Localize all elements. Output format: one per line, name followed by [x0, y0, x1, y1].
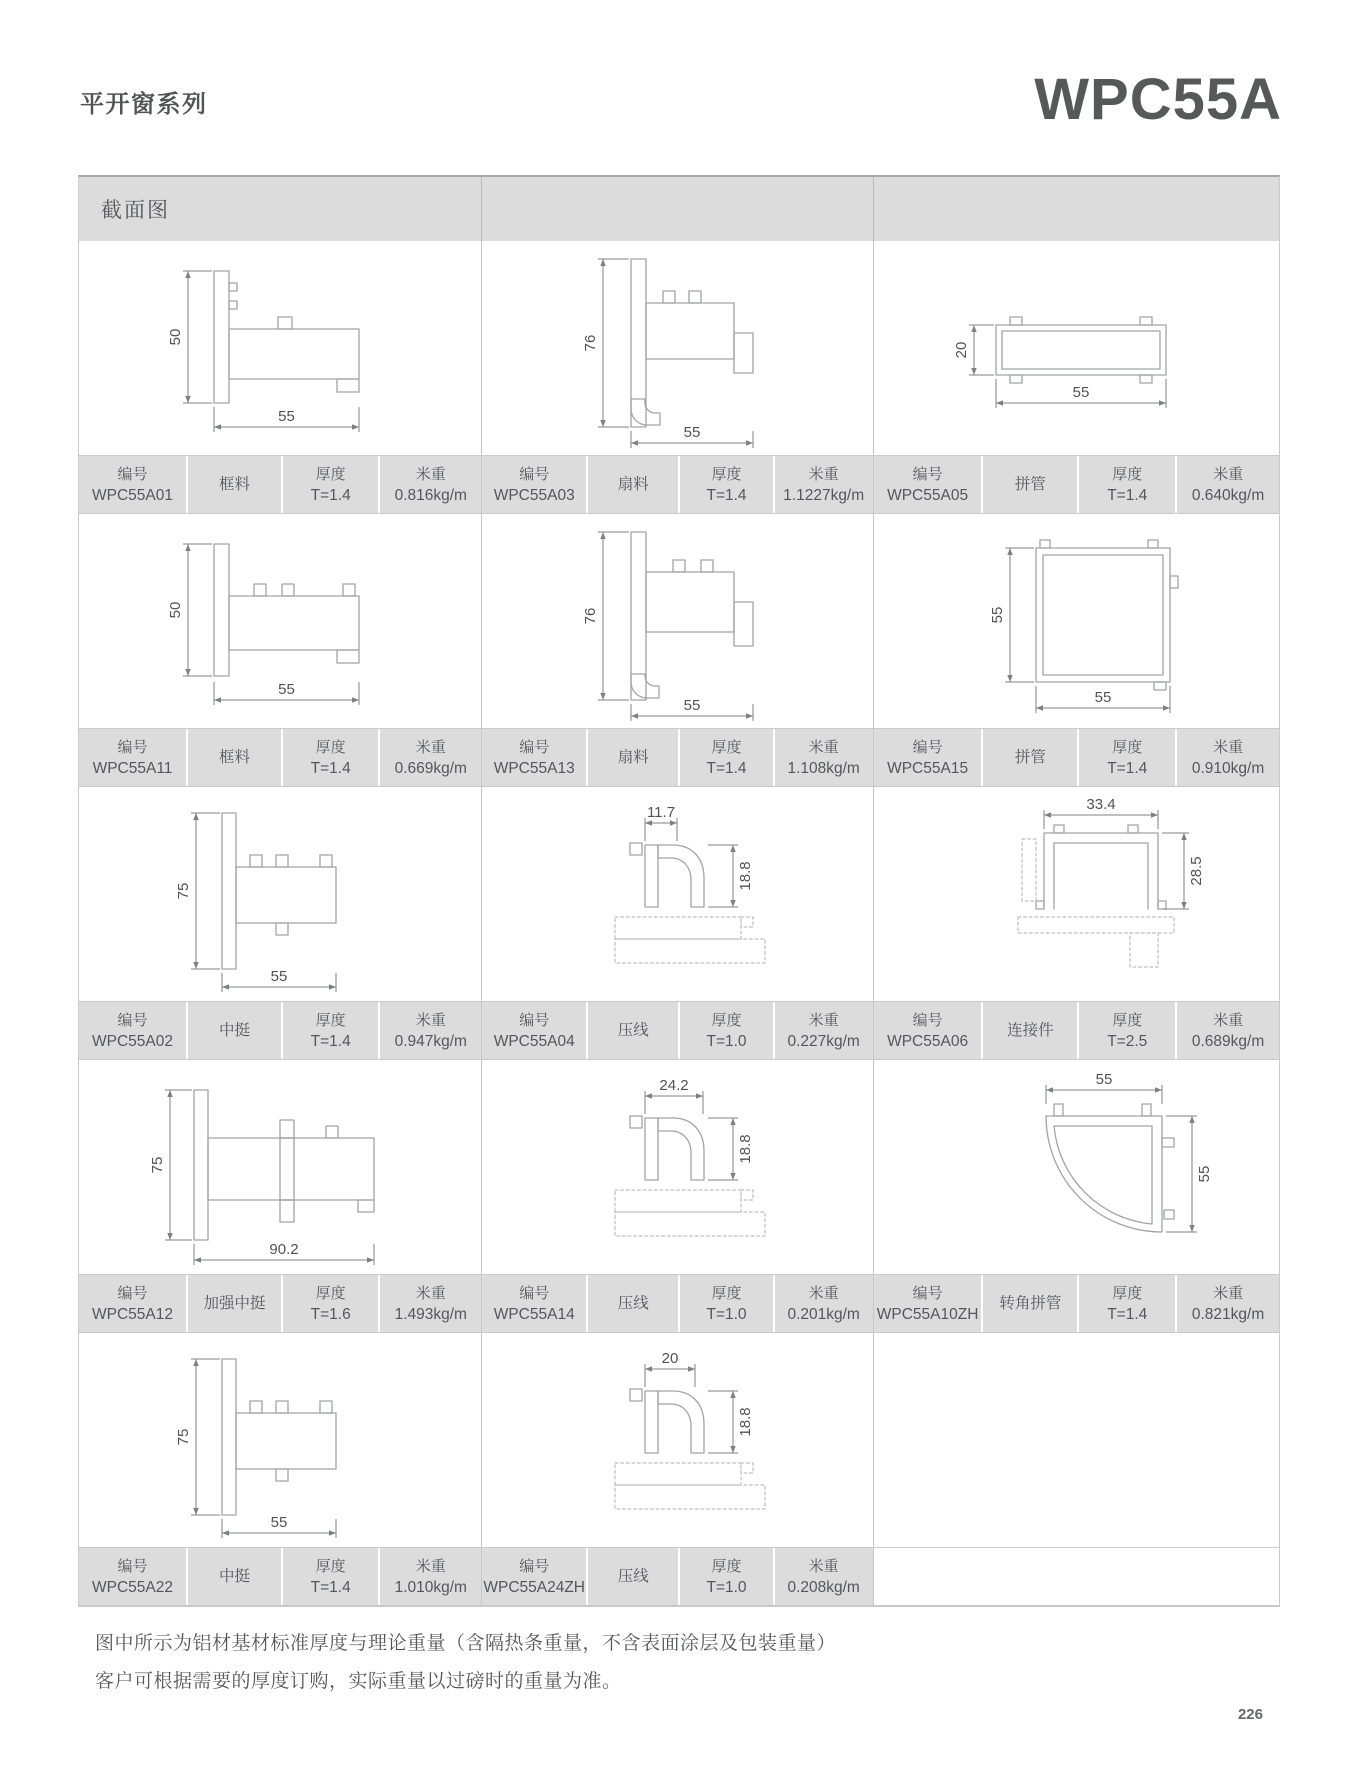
- profile-drawing-WPC55A24ZH: [482, 1333, 873, 1547]
- type-cell: [588, 729, 678, 786]
- code-label: 编号: [519, 1557, 550, 1575]
- profile-drawing-WPC55A10ZH: [874, 1060, 1279, 1274]
- section-header-cell: [79, 177, 482, 241]
- profile-spec-band: [79, 456, 481, 513]
- svg-text:55: 55: [270, 1514, 288, 1531]
- profile-spec-band: [79, 1548, 481, 1605]
- type-cell: [188, 1275, 281, 1332]
- profile-drawing-WPC55A01: [79, 241, 482, 455]
- svg-text:50: 50: [167, 328, 185, 346]
- profile-drawing-WPC55A11: [79, 514, 482, 728]
- info-row: [79, 1001, 1279, 1060]
- profile-drawing-WPC55A04: [482, 787, 873, 1001]
- type-value: 连接件: [1007, 1022, 1054, 1039]
- thickness-label: 厚度: [711, 1284, 742, 1302]
- weight-value: 0.669kg/m: [394, 759, 467, 777]
- type-value: 中挺: [219, 1022, 251, 1039]
- code-value: WPC55A03: [493, 486, 575, 504]
- type-cell: [983, 456, 1077, 513]
- thickness-value: T=1.0: [706, 1578, 747, 1596]
- code-cell: [874, 1002, 982, 1059]
- profile-spec-band: [482, 1002, 872, 1059]
- weight-label: 米重: [1213, 1284, 1244, 1302]
- type-value: 压线: [617, 1568, 649, 1585]
- weight-cell: [775, 729, 873, 786]
- profile-info-WPC55A03: [482, 456, 873, 513]
- cross-section-icon: [926, 241, 1226, 455]
- code-value: WPC55A06: [887, 1032, 969, 1050]
- thickness-value: T=1.4: [1107, 1305, 1148, 1323]
- profile-drawing-WPC55A14: [482, 1060, 873, 1274]
- profile-spec-band: [874, 1275, 1279, 1332]
- svg-text:11.7: 11.7: [647, 804, 676, 821]
- info-row: [79, 728, 1279, 787]
- cross-section-icon: [926, 514, 1226, 728]
- code-cell: [874, 1275, 982, 1332]
- code-label: 编号: [519, 465, 550, 483]
- svg-text:75: 75: [175, 882, 193, 900]
- profile-drawing-WPC55A06: [874, 787, 1279, 1001]
- weight-cell: [380, 1002, 481, 1059]
- profile-info-WPC55A01: [79, 456, 482, 513]
- drawing-row: [79, 1333, 1279, 1547]
- code-cell: [482, 729, 586, 786]
- type-value: 拼管: [1014, 476, 1046, 493]
- svg-text:18.8: 18.8: [737, 861, 755, 891]
- weight-label: 米重: [415, 738, 446, 756]
- thickness-cell: [1079, 1002, 1175, 1059]
- svg-text:18.8: 18.8: [737, 1134, 755, 1164]
- weight-value: 0.640kg/m: [1191, 486, 1265, 504]
- cross-section-icon: [926, 787, 1226, 1001]
- weight-cell: [380, 729, 481, 786]
- code-label: 编号: [117, 1557, 148, 1575]
- code-label: 编号: [117, 738, 148, 756]
- code-value: WPC55A12: [92, 1305, 173, 1323]
- type-value: 框料: [219, 749, 251, 766]
- type-cell: [983, 1275, 1077, 1332]
- type-cell: [188, 1002, 281, 1059]
- weight-value: 0.947kg/m: [394, 1032, 467, 1050]
- svg-text:75: 75: [149, 1156, 167, 1174]
- thickness-cell: [680, 729, 772, 786]
- section-header-row: [79, 177, 1279, 241]
- thickness-cell: [283, 1275, 378, 1332]
- code-label: 编号: [912, 465, 943, 483]
- thickness-value: T=1.0: [706, 1305, 747, 1323]
- type-cell: [983, 729, 1077, 786]
- svg-text:55: 55: [989, 606, 1007, 624]
- svg-text:33.4: 33.4: [1086, 796, 1116, 813]
- code-value: WPC55A02: [92, 1032, 173, 1050]
- code-cell: [79, 1275, 186, 1332]
- cross-section-icon: [130, 1060, 430, 1274]
- thickness-label: 厚度: [315, 1284, 346, 1302]
- svg-text:75: 75: [175, 1428, 193, 1446]
- profile-info-WPC55A22: [79, 1548, 482, 1605]
- thickness-label: 厚度: [711, 1011, 742, 1029]
- type-cell: [983, 1002, 1077, 1059]
- page-number: 226: [1237, 1706, 1263, 1723]
- profile-info-WPC55A15: [874, 729, 1279, 786]
- footnote-line-2: 客户可根据需要的厚度订购，实际重量以过磅时的重量为准。: [95, 1671, 622, 1692]
- type-cell: [588, 1002, 678, 1059]
- thickness-label: 厚度: [1112, 1011, 1143, 1029]
- footnote-line-1: 图中所示为铝材基材标准厚度与理论重量（含隔热条重量，不含表面涂层及包装重量）: [95, 1633, 837, 1654]
- thickness-value: T=1.4: [310, 759, 351, 777]
- profile-drawing-WPC55A15: [874, 514, 1279, 728]
- profile-drawing-WPC55A22: [79, 1333, 482, 1547]
- profile-spec-band: [482, 729, 872, 786]
- weight-value: 0.821kg/m: [1191, 1305, 1265, 1323]
- cross-section-icon: [527, 514, 827, 728]
- thickness-label: 厚度: [315, 465, 346, 483]
- profile-info-WPC55A24ZH: [482, 1548, 873, 1605]
- thickness-label: 厚度: [711, 465, 742, 483]
- model-title: WPC55A: [1034, 67, 1282, 132]
- profile-info-WPC55A04: [482, 1002, 873, 1059]
- weight-cell: [1177, 456, 1279, 513]
- code-cell: [874, 456, 982, 513]
- cross-section-icon: [926, 1060, 1226, 1274]
- type-cell: [588, 1548, 678, 1605]
- cross-section-icon: [130, 787, 430, 1001]
- section-header-cell: [482, 177, 873, 241]
- type-value: 中挺: [219, 1568, 251, 1585]
- code-value: WPC55A05: [887, 486, 969, 504]
- weight-value: 0.227kg/m: [787, 1032, 860, 1050]
- weight-label: 米重: [415, 1557, 446, 1575]
- cross-section-icon: [527, 241, 827, 455]
- profile-spec-band: [482, 1275, 872, 1332]
- type-cell: [588, 456, 678, 513]
- weight-value: 0.689kg/m: [1191, 1032, 1265, 1050]
- thickness-cell: [283, 1002, 378, 1059]
- code-cell: [874, 729, 982, 786]
- weight-cell: [775, 1275, 873, 1332]
- code-value: WPC55A10ZH: [876, 1305, 979, 1323]
- svg-text:55: 55: [278, 681, 295, 698]
- code-cell: [79, 1002, 186, 1059]
- profile-info-WPC55A12: [79, 1275, 482, 1332]
- code-label: 编号: [912, 1284, 943, 1302]
- thickness-cell: [680, 1275, 772, 1332]
- section-header-cell: [874, 177, 1279, 241]
- type-value: 拼管: [1014, 749, 1046, 766]
- code-cell: [482, 1548, 586, 1605]
- weight-value: 1.108kg/m: [787, 759, 860, 777]
- thickness-label: 厚度: [711, 1557, 742, 1575]
- profile-drawing-WPC55A05: [874, 241, 1279, 455]
- profile-spec-band: [482, 456, 872, 513]
- profile-info-WPC55A06: [874, 1002, 1279, 1059]
- weight-cell: [1177, 1275, 1279, 1332]
- thickness-cell: [680, 1002, 772, 1059]
- code-label: 编号: [519, 1011, 550, 1029]
- code-cell: [482, 1002, 586, 1059]
- code-label: 编号: [519, 738, 550, 756]
- empty-info-cell: [874, 1548, 1279, 1605]
- info-row: [79, 1274, 1279, 1333]
- thickness-label: 厚度: [315, 738, 346, 756]
- svg-text:55: 55: [1072, 384, 1090, 401]
- profile-info-WPC55A10ZH: [874, 1275, 1279, 1332]
- thickness-label: 厚度: [315, 1011, 346, 1029]
- info-row: [79, 1547, 1279, 1606]
- code-label: 编号: [117, 1011, 148, 1029]
- svg-text:55: 55: [1095, 1071, 1113, 1088]
- drawing-row: [79, 1060, 1279, 1274]
- profile-spec-band: [874, 729, 1279, 786]
- weight-value: 1.493kg/m: [394, 1305, 467, 1323]
- profile-drawing-WPC55A12: [79, 1060, 482, 1274]
- thickness-cell: [1079, 1275, 1175, 1332]
- profile-spec-band: [482, 1548, 872, 1605]
- weight-value: 0.816kg/m: [394, 486, 467, 504]
- weight-label: 米重: [808, 1011, 839, 1029]
- type-value: 压线: [617, 1295, 649, 1312]
- svg-text:55: 55: [1196, 1165, 1214, 1183]
- type-value: 扇料: [617, 749, 649, 766]
- code-value: WPC55A04: [493, 1032, 575, 1050]
- type-value: 压线: [617, 1022, 649, 1039]
- thickness-cell: [283, 1548, 378, 1605]
- weight-cell: [1177, 1002, 1279, 1059]
- type-cell: [188, 1548, 281, 1605]
- thickness-value: T=1.4: [310, 1578, 351, 1596]
- thickness-label: 厚度: [1112, 1284, 1143, 1302]
- type-cell: [188, 456, 281, 513]
- svg-text:28.5: 28.5: [1188, 856, 1206, 886]
- profile-info-WPC55A14: [482, 1275, 873, 1332]
- thickness-cell: [283, 456, 378, 513]
- type-cell: [188, 729, 281, 786]
- profile-spec-band: [874, 456, 1279, 513]
- code-value: WPC55A15: [887, 759, 969, 777]
- weight-label: 米重: [808, 1284, 839, 1302]
- profile-drawing-WPC55A03: [482, 241, 873, 455]
- info-row: [79, 455, 1279, 514]
- thickness-value: T=2.5: [1107, 1032, 1148, 1050]
- code-cell: [482, 1275, 586, 1332]
- thickness-cell: [680, 456, 772, 513]
- code-cell: [79, 729, 186, 786]
- weight-label: 米重: [415, 1011, 446, 1029]
- weight-label: 米重: [1213, 738, 1244, 756]
- thickness-label: 厚度: [1112, 738, 1143, 756]
- drawing-row: [79, 787, 1279, 1001]
- type-cell: [588, 1275, 678, 1332]
- profile-info-WPC55A02: [79, 1002, 482, 1059]
- thickness-value: T=1.4: [1107, 759, 1148, 777]
- profile-spec-band: [79, 729, 481, 786]
- empty-cell: [874, 1333, 1279, 1547]
- profile-drawing-WPC55A13: [482, 514, 873, 728]
- profile-spec-band: [874, 1002, 1279, 1059]
- type-value: 框料: [219, 476, 251, 493]
- thickness-value: T=1.4: [706, 486, 747, 504]
- weight-label: 米重: [415, 465, 446, 483]
- drawing-row: [79, 241, 1279, 455]
- code-value: WPC55A13: [493, 759, 575, 777]
- svg-text:76: 76: [582, 607, 600, 625]
- cross-section-icon: [527, 787, 827, 1001]
- weight-cell: [1177, 729, 1279, 786]
- svg-text:20: 20: [662, 1350, 679, 1367]
- svg-text:20: 20: [953, 341, 971, 359]
- weight-label: 米重: [808, 738, 839, 756]
- weight-cell: [775, 1002, 873, 1059]
- svg-text:18.8: 18.8: [737, 1407, 755, 1437]
- code-value: WPC55A22: [92, 1578, 173, 1596]
- thickness-value: T=1.6: [310, 1305, 351, 1323]
- code-label: 编号: [117, 1284, 148, 1302]
- profile-spec-band: [79, 1002, 481, 1059]
- svg-text:55: 55: [278, 408, 295, 425]
- weight-label: 米重: [1213, 1011, 1244, 1029]
- cross-section-icon: [130, 514, 430, 728]
- series-title: 平开窗系列: [80, 91, 208, 118]
- thickness-cell: [1079, 729, 1175, 786]
- thickness-value: T=1.4: [310, 1032, 351, 1050]
- code-cell: [79, 456, 186, 513]
- weight-cell: [380, 456, 481, 513]
- code-label: 编号: [117, 465, 148, 483]
- thickness-value: T=1.4: [706, 759, 747, 777]
- section-table: [78, 175, 1280, 1607]
- cross-section-icon: [527, 1333, 827, 1547]
- weight-value: 0.910kg/m: [1191, 759, 1265, 777]
- weight-label: 米重: [1213, 465, 1244, 483]
- weight-cell: [775, 1548, 873, 1605]
- svg-text:55: 55: [684, 697, 701, 714]
- weight-label: 米重: [808, 465, 839, 483]
- thickness-cell: [680, 1548, 772, 1605]
- weight-cell: [775, 456, 873, 513]
- profile-spec-band: [79, 1275, 481, 1332]
- code-label: 编号: [519, 1284, 550, 1302]
- thickness-value: T=1.4: [1107, 486, 1148, 504]
- svg-text:76: 76: [582, 334, 600, 352]
- thickness-label: 厚度: [1112, 465, 1143, 483]
- type-value: 转角拼管: [999, 1295, 1062, 1312]
- weight-label: 米重: [808, 1557, 839, 1575]
- svg-text:24.2: 24.2: [659, 1077, 690, 1094]
- section-header-label: 截面图: [101, 199, 170, 222]
- profile-drawing-WPC55A02: [79, 787, 482, 1001]
- svg-text:90.2: 90.2: [269, 1241, 299, 1258]
- drawing-row: [79, 514, 1279, 728]
- thickness-label: 厚度: [711, 738, 742, 756]
- code-label: 编号: [912, 1011, 943, 1029]
- profile-info-WPC55A13: [482, 729, 873, 786]
- svg-text:55: 55: [684, 424, 701, 441]
- weight-value: 0.208kg/m: [787, 1578, 860, 1596]
- cross-section-icon: [130, 241, 430, 455]
- thickness-value: T=1.0: [706, 1032, 747, 1050]
- code-cell: [482, 456, 586, 513]
- weight-cell: [380, 1548, 481, 1605]
- svg-text:55: 55: [1094, 689, 1112, 706]
- code-value: WPC55A14: [493, 1305, 575, 1323]
- svg-text:55: 55: [270, 968, 288, 985]
- code-value: WPC55A11: [92, 759, 173, 777]
- profile-info-WPC55A05: [874, 456, 1279, 513]
- svg-text:50: 50: [167, 601, 185, 619]
- code-value: WPC55A24ZH: [483, 1578, 586, 1596]
- cross-section-icon: [130, 1333, 430, 1547]
- thickness-label: 厚度: [315, 1557, 346, 1575]
- thickness-cell: [283, 729, 378, 786]
- code-value: WPC55A01: [92, 486, 173, 504]
- type-value: 扇料: [617, 476, 649, 493]
- profile-info-WPC55A11: [79, 729, 482, 786]
- type-value: 加强中挺: [203, 1295, 266, 1312]
- weight-label: 米重: [415, 1284, 446, 1302]
- weight-value: 1.010kg/m: [394, 1578, 467, 1596]
- thickness-cell: [1079, 456, 1175, 513]
- weight-cell: [380, 1275, 481, 1332]
- cross-section-icon: [527, 1060, 827, 1274]
- code-cell: [79, 1548, 186, 1605]
- weight-value: 1.1227kg/m: [783, 486, 865, 504]
- code-label: 编号: [912, 738, 943, 756]
- weight-value: 0.201kg/m: [787, 1305, 860, 1323]
- thickness-value: T=1.4: [310, 486, 351, 504]
